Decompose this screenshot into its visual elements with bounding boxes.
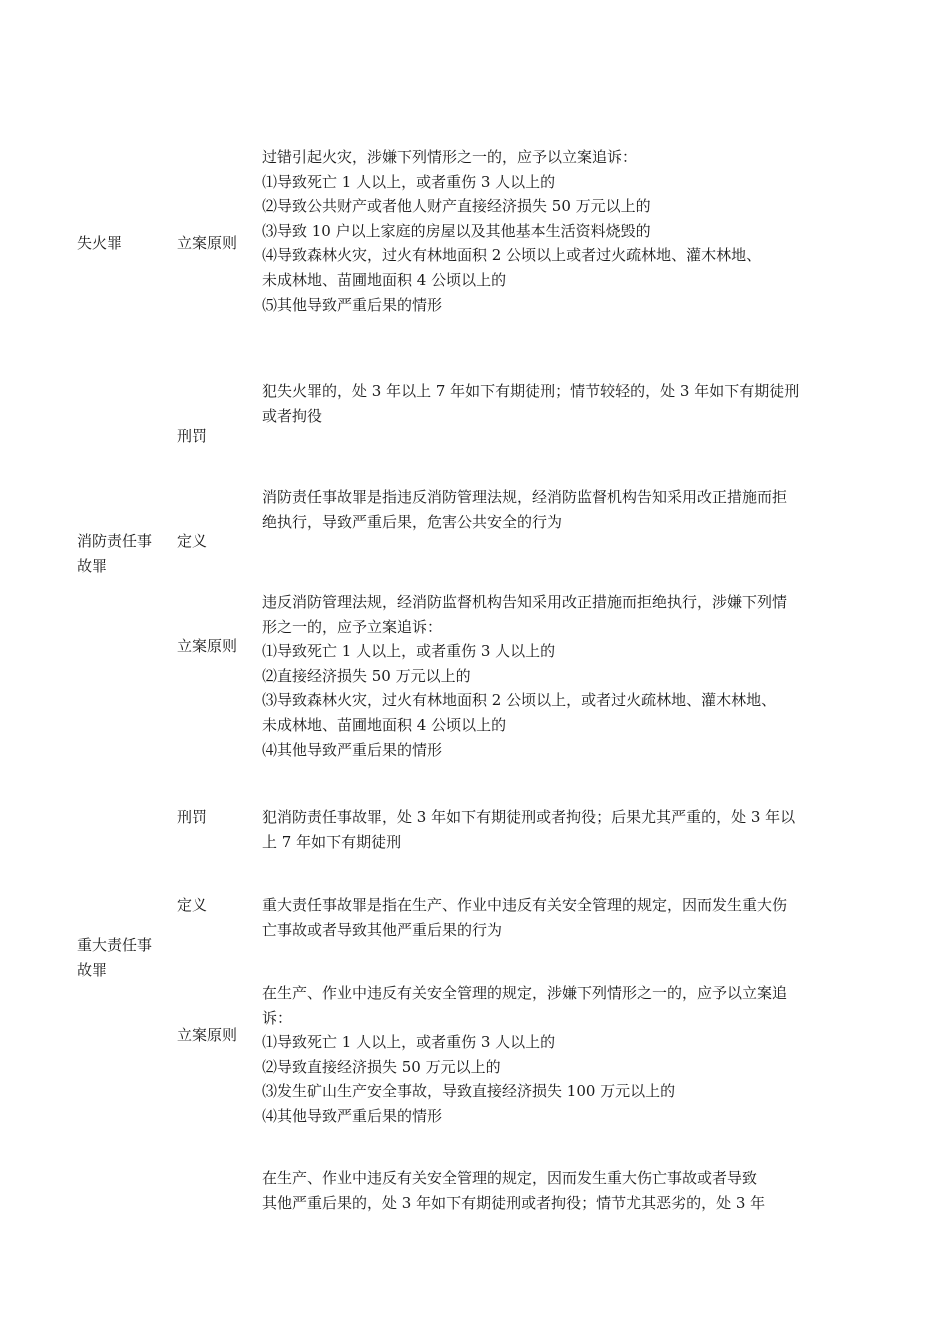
crime-name-major-liability (77, 933, 172, 982)
crime-name-line: 消防责任事 (77, 532, 153, 550)
crime-name-line: 重大责任事 (77, 936, 153, 954)
section-label-filing: 立案原则 (177, 1026, 238, 1044)
crime-name-arson-negligence (77, 231, 172, 256)
section-text-penalty (262, 1166, 862, 1215)
text-line: 未成林地、苗圃地面积 4 公顷以上的 (262, 270, 507, 289)
text-line: 重大责任事故罪是指在生产、作业中违反有关安全管理的规定，因而发生重大伤 (262, 896, 788, 914)
section-label-penalty: 刑罚 (177, 808, 208, 826)
section-text-definition (262, 485, 862, 534)
crime-name-line: 故罪 (77, 960, 108, 979)
text-line: 亡事故或者导致其他严重后果的行为 (262, 920, 503, 939)
text-line: ⑶导致森林火灾，过火有林地面积 2 公顷以上，或者过火疏林地、灌木林地、 (262, 691, 777, 710)
text-line: 消防责任事故罪是指违反消防管理法规，经消防监督机构告知采用改正措施而拒 (262, 488, 788, 506)
text-line: 绝执行，导致严重后果，危害公共安全的行为 (262, 512, 563, 531)
text-line: ⑷导致森林火灾，过火有林地面积 2 公顷以上或者过火疏林地、灌木林地、 (262, 246, 762, 265)
section-label-definition: 定义 (177, 532, 208, 550)
text-line: 犯失火罪的，处 3 年以上 7 年如下有期徒刑；情节较轻的，处 3 年如下有期徒刑 (262, 382, 800, 400)
crime-name-line: 故罪 (77, 556, 108, 575)
section-text-filing (262, 590, 862, 762)
text-line: 在生产、作业中违反有关安全管理的规定，涉嫌下列情形之一的，应予以立案追 (262, 984, 788, 1002)
text-line: 形之一的，应予立案追诉： (262, 617, 443, 636)
section-text-penalty (262, 805, 862, 854)
section-text-penalty (262, 379, 862, 428)
text-line: 违反消防管理法规，经消防监督机构告知采用改正措施而拒绝执行，涉嫌下列情 (262, 593, 788, 611)
text-line: ⑵直接经济损失 50 万元以上的 (262, 666, 471, 685)
text-line: ⑷其他导致严重后果的情形 (262, 1106, 443, 1125)
section-label-penalty: 刑罚 (177, 427, 208, 445)
text-line: 未成林地、苗圃地面积 4 公顷以上的 (262, 715, 507, 734)
section-text-filing (262, 981, 862, 1129)
section-label-definition: 定义 (177, 896, 208, 914)
text-line: 过错引起火灾，涉嫌下列情形之一的，应予以立案追诉： (262, 148, 638, 166)
section-label-filing: 立案原则 (177, 234, 238, 252)
text-line: ⑴导致死亡 1 人以上，或者重伤 3 人以上的 (262, 1033, 556, 1052)
text-line: 诉： (262, 1008, 293, 1027)
crime-name-fire-liability (77, 529, 172, 578)
text-line: 其他严重后果的，处 3 年如下有期徒刑或者拘役；情节尤其恶劣的，处 3 年 (262, 1193, 766, 1212)
text-line: ⑶发生矿山生产安全事故，导致直接经济损失 100 万元以上的 (262, 1082, 676, 1101)
text-line: 犯消防责任事故罪，处 3 年如下有期徒刑或者拘役；后果尤其严重的，处 3 年以 (262, 808, 796, 826)
section-text-filing (262, 145, 862, 317)
text-line: ⑷其他导致严重后果的情形 (262, 740, 443, 759)
text-line: ⑴导致死亡 1 人以上，或者重伤 3 人以上的 (262, 172, 556, 191)
text-line: ⑵导致直接经济损失 50 万元以上的 (262, 1057, 501, 1076)
text-line: ⑶导致 10 户以上家庭的房屋以及其他基本生活资料烧毁的 (262, 221, 651, 240)
text-line: 在生产、作业中违反有关安全管理的规定，因而发生重大伤亡事故或者导致 (262, 1169, 758, 1187)
section-text-definition (262, 893, 862, 942)
section-label-filing: 立案原则 (177, 637, 238, 655)
crime-name-line: 失火罪 (77, 234, 123, 252)
text-line: ⑴导致死亡 1 人以上，或者重伤 3 人以上的 (262, 642, 556, 661)
text-line: ⑸其他导致严重后果的情形 (262, 295, 443, 314)
text-line: 或者拘役 (262, 406, 323, 425)
text-line: 上 7 年如下有期徒刑 (262, 832, 402, 851)
text-line: ⑵导致公共财产或者他人财产直接经济损失 50 万元以上的 (262, 197, 651, 216)
